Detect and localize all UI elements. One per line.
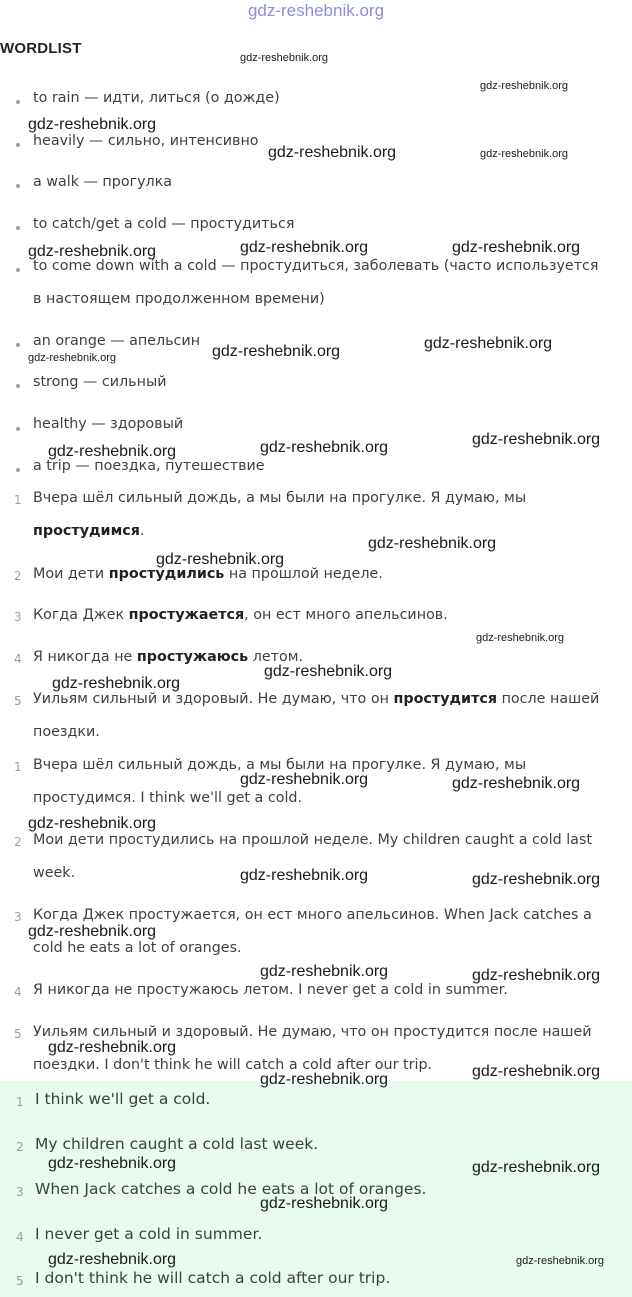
sentence-end: , он ест много апельсинов. (244, 607, 448, 623)
translation-sentence-continuation: поездки. I don't think he will catch a cold after our trip. (33, 1057, 433, 1073)
site-header[interactable]: gdz-reshebnik.org (247, 1, 385, 20)
watermark: gdz-reshebnik.org (28, 243, 157, 260)
watermark: gdz-reshebnik.org (48, 1039, 177, 1056)
task-sentence (33, 691, 599, 707)
wordlist-item: a trip — поездка, путешествие (33, 458, 265, 474)
sentence-end: на прошлой неделе. (224, 566, 383, 582)
item-number: 1 (14, 760, 22, 774)
item-number: 2 (14, 835, 22, 849)
item-number: 3 (14, 910, 22, 924)
item-number: 5 (14, 1027, 22, 1041)
answer-number: 5 (16, 1274, 24, 1288)
watermark: gdz-reshebnik.org (476, 632, 565, 644)
watermark: gdz-reshebnik.org (212, 343, 341, 360)
item-number: 4 (14, 652, 22, 666)
watermark: gdz-reshebnik.org (28, 116, 157, 133)
watermark: gdz-reshebnik.org (452, 239, 581, 256)
task-sentence: Вчера шёл сильный дождь, а мы были на прогулке. Я думаю, мы (33, 490, 527, 506)
wordlist-item: heavily — сильно, интенсивно (33, 133, 259, 149)
translation-sentence-continuation: простудимся. I think we'll get a cold. (33, 790, 303, 806)
wordlist-item: to catch/get a cold — простудиться (33, 216, 295, 232)
answer-number: 4 (16, 1230, 24, 1244)
bullet-icon (16, 384, 20, 388)
translation-sentence: Вчера шёл сильный дождь, а мы были на прогулке. Я думаю, мы (33, 757, 527, 773)
watermark: gdz-reshebnik.org (472, 431, 601, 448)
answer-text: I never get a cold in summer. (35, 1225, 263, 1243)
translation-sentence: Я никогда не простужаюсь летом. I never get a cold in summer. (33, 982, 508, 998)
watermark: gdz-reshebnik.org (472, 871, 601, 888)
translation-sentence: Мои дети простудились на прошлой неделе. My children caught a cold last (33, 832, 593, 848)
wordlist-item: to come down with a cold — простудиться, заболевать (часто используется (33, 258, 599, 274)
watermark: gdz-reshebnik.org (260, 1195, 389, 1212)
bold-verb: простудились (108, 566, 225, 582)
answer-text: My children caught a cold last week. (35, 1135, 319, 1153)
wordlist-item: strong — сильный (33, 374, 167, 390)
item-number: 2 (14, 569, 22, 583)
sentence-start: Я никогда не (33, 649, 137, 665)
translation-sentence: Уильям сильный и здоровый. Не думаю, что он простудится после нашей (33, 1024, 592, 1040)
watermark: gdz-reshebnik.org (472, 1063, 601, 1080)
bullet-icon (16, 427, 20, 431)
watermark: gdz-reshebnik.org (516, 1255, 605, 1267)
bold-verb: простужается (128, 607, 245, 623)
watermark: gdz-reshebnik.org (480, 80, 569, 92)
wordlist-item-continuation: в настоящем продолженном времени) (33, 291, 325, 307)
translation-sentence-continuation: week. (33, 865, 76, 881)
item-number: 3 (14, 610, 22, 624)
bold-verb: простужаюсь (136, 649, 249, 665)
watermark: gdz-reshebnik.org (368, 535, 497, 552)
sentence-start: Уильям сильный и здоровый. Не думаю, что он (33, 691, 394, 707)
task-sentence-continuation (33, 523, 144, 539)
watermark: gdz-reshebnik.org (260, 963, 389, 980)
watermark: gdz-reshebnik.org (156, 551, 285, 568)
translation-sentence: Когда Джек простужается, он ест много апельсинов. When Jack catches a (33, 907, 592, 923)
bullet-icon (16, 343, 20, 347)
sentence-start: Когда Джек (33, 607, 129, 623)
watermark: gdz-reshebnik.org (472, 1159, 601, 1176)
watermark: gdz-reshebnik.org (452, 775, 581, 792)
watermark: gdz-reshebnik.org (268, 144, 397, 161)
item-number: 1 (14, 493, 22, 507)
watermark: gdz-reshebnik.org (260, 1071, 389, 1088)
answer-number: 2 (16, 1140, 24, 1154)
bold-verb: простудимся (33, 523, 140, 539)
task-sentence-continuation: поездки. (33, 724, 100, 740)
answer-text: I don't think he will catch a cold after our trip. (35, 1269, 391, 1287)
item-number: 4 (14, 985, 22, 999)
bullet-icon (16, 184, 20, 188)
sentence-start: Мои дети (33, 566, 109, 582)
watermark: gdz-reshebnik.org (240, 867, 369, 884)
watermark: gdz-reshebnik.org (28, 352, 117, 364)
watermark: gdz-reshebnik.org (48, 1251, 177, 1268)
answer-text: I think we'll get a cold. (35, 1090, 211, 1108)
task-sentence (33, 607, 448, 623)
watermark: gdz-reshebnik.org (240, 239, 369, 256)
bullet-icon (16, 468, 20, 472)
watermark: gdz-reshebnik.org (424, 335, 553, 352)
bullet-icon (16, 226, 20, 230)
watermark: gdz-reshebnik.org (48, 1155, 177, 1172)
watermark: gdz-reshebnik.org (472, 967, 601, 984)
answer-number: 3 (16, 1185, 24, 1199)
wordlist-item: to rain — идти, литься (о дожде) (33, 90, 280, 106)
bullet-icon (16, 268, 20, 272)
bold-verb: простудится (393, 691, 498, 707)
wordlist-item: an orange — апельсин (33, 333, 201, 349)
wordlist-item: healthy — здоровый (33, 416, 184, 432)
watermark: gdz-reshebnik.org (28, 815, 157, 832)
answer-text: When Jack catches a cold he eats a lot of oranges. (35, 1180, 427, 1198)
wordlist-heading: WORDLIST (0, 40, 82, 57)
translation-sentence-continuation: cold he eats a lot of oranges. (33, 940, 242, 956)
watermark: gdz-reshebnik.org (260, 439, 389, 456)
bullet-icon (16, 100, 20, 104)
item-number: 5 (14, 694, 22, 708)
watermark: gdz-reshebnik.org (240, 52, 329, 64)
watermark: gdz-reshebnik.org (240, 771, 369, 788)
sentence-end: . (139, 523, 145, 539)
bullet-icon (16, 143, 20, 147)
watermark: gdz-reshebnik.org (28, 923, 157, 940)
sentence-end: после нашей (497, 691, 600, 707)
task-sentence (33, 649, 303, 665)
answer-number: 1 (16, 1095, 24, 1109)
watermark: gdz-reshebnik.org (52, 675, 181, 692)
sentence-end: летом. (248, 649, 304, 665)
wordlist-item: a walk — прогулка (33, 174, 173, 190)
watermark: gdz-reshebnik.org (48, 443, 177, 460)
watermark: gdz-reshebnik.org (480, 148, 569, 160)
watermark: gdz-reshebnik.org (264, 663, 393, 680)
